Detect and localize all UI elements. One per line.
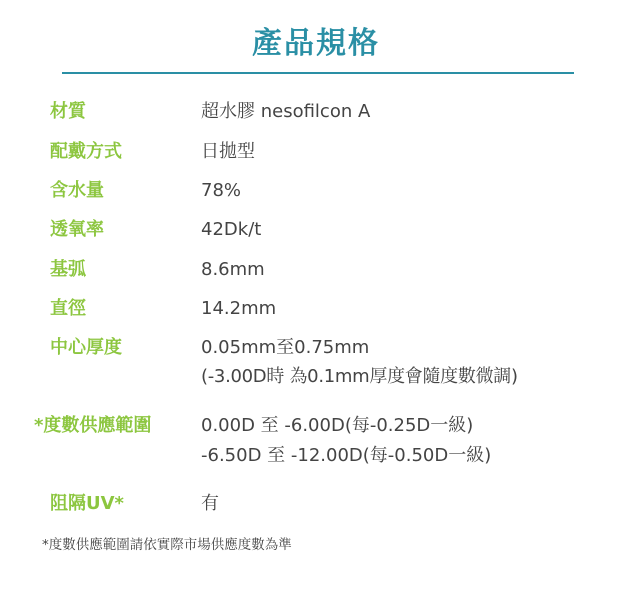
spec-value: 8.6mm bbox=[201, 259, 265, 280]
spec-label: 材質 bbox=[50, 101, 86, 122]
spec-value: 0.00D 至 -6.00D(每-0.25D一級) bbox=[201, 415, 474, 436]
spec-value: 42Dk/t bbox=[201, 219, 262, 240]
spec-label: 配戴方式 bbox=[50, 141, 122, 162]
spec-value: 78% bbox=[201, 180, 242, 201]
title-divider bbox=[62, 72, 574, 74]
spec-label: 直徑 bbox=[50, 298, 86, 319]
spec-label: *度數供應範圍 bbox=[34, 415, 152, 436]
spec-value-note: (-3.00D時 為0.1mm厚度會隨度數微調) bbox=[201, 366, 518, 387]
spec-value-second-line: -6.50D 至 -12.00D(每-0.50D一級) bbox=[201, 445, 492, 466]
spec-label: 基弧 bbox=[50, 259, 86, 280]
spec-label: 透氧率 bbox=[50, 219, 104, 240]
spec-value: 日拋型 bbox=[201, 141, 255, 162]
spec-value: 0.05mm至0.75mm bbox=[201, 337, 370, 358]
spec-label: 阻隔UV* bbox=[50, 493, 124, 514]
spec-label: 中心厚度 bbox=[50, 337, 122, 358]
spec-label: 含水量 bbox=[50, 180, 104, 201]
spec-value: 有 bbox=[201, 493, 219, 514]
spec-value: 超水膠 nesofilcon A bbox=[201, 101, 371, 122]
footnote: *度數供應範圍請依實際市場供應度數為準 bbox=[42, 537, 292, 553]
page-title: 產品規格 bbox=[252, 26, 380, 61]
spec-value: 14.2mm bbox=[201, 298, 277, 319]
